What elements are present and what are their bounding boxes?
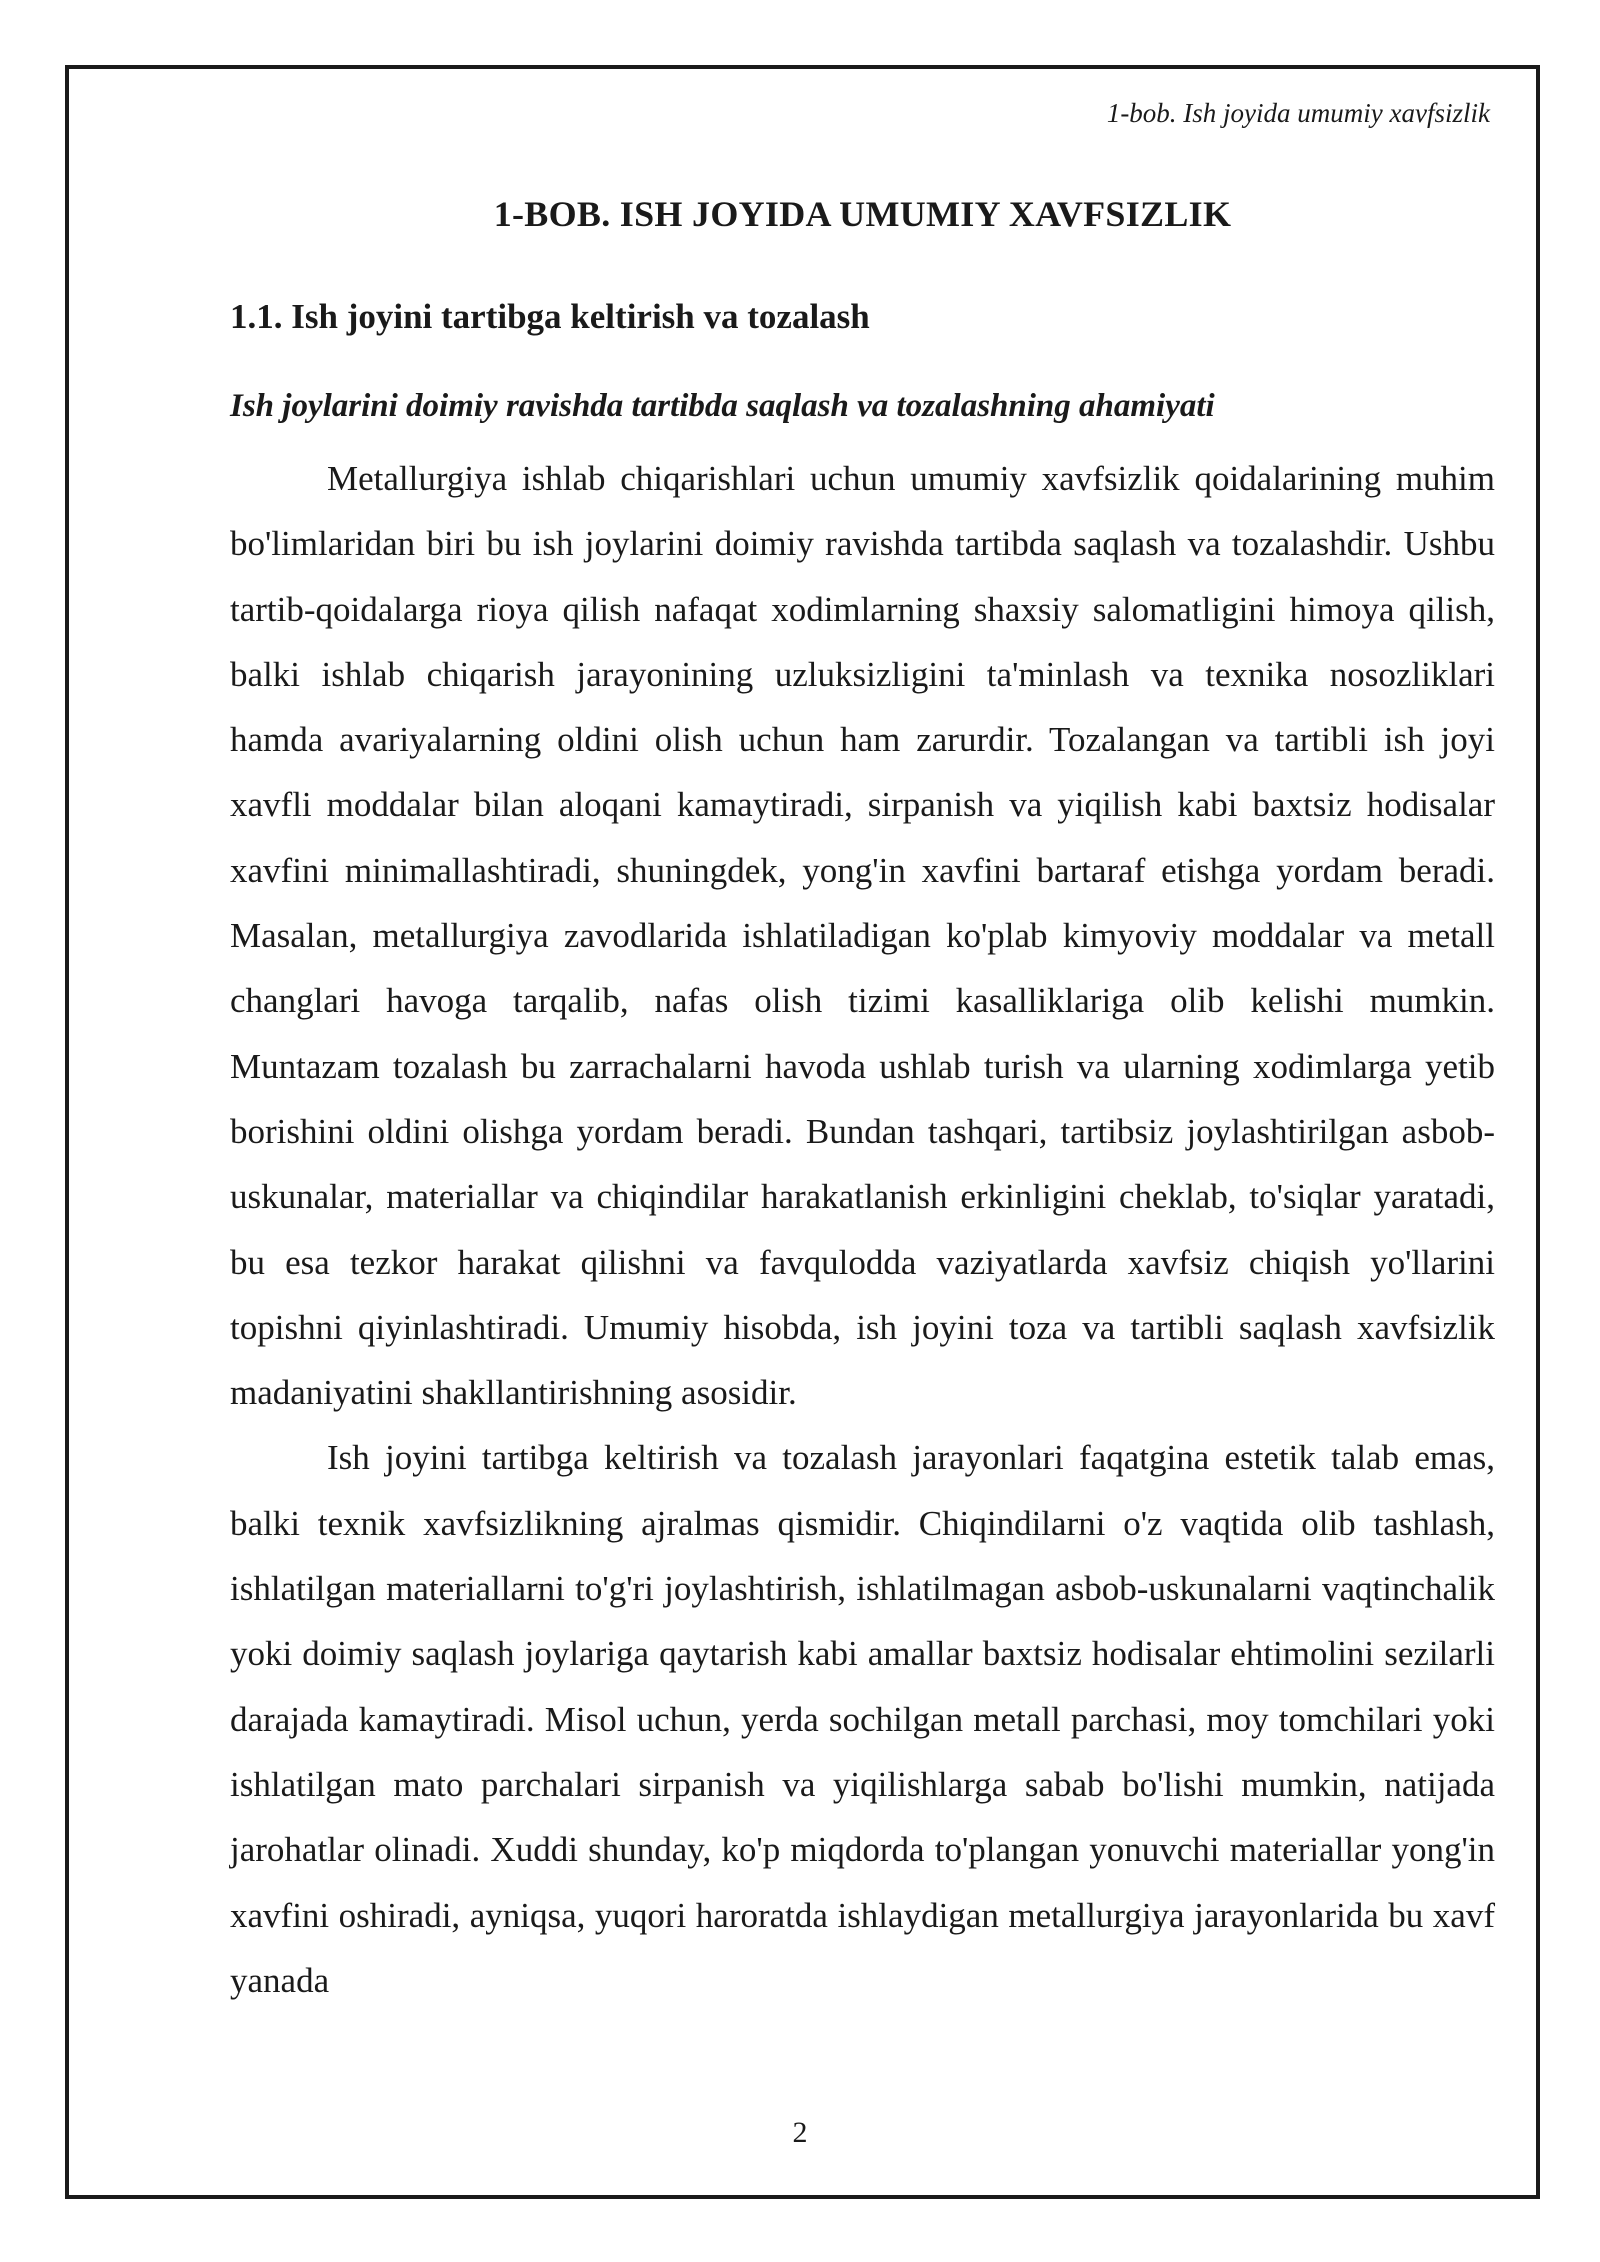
chapter-title: 1-BOB. ISH JOYIDA UMUMIY XAVFSIZLIK xyxy=(493,194,1232,234)
page-number: 2 xyxy=(792,2116,808,2149)
page-content xyxy=(230,180,1495,2013)
subsection-title: Ish joylarini doimiy ravishda tartibda saqlash va tozalashning ahamiyati xyxy=(230,388,1215,424)
body-paragraph: Ish joyini tartibga keltirish va tozalash jarayonlari faqatgina estetik talab emas, balki texnik xavfsizlikning ajralmas qismidir. Chiqindilarni o'z vaqtida olib tashlash, ishlatilgan materiallarni to'g'ri joylashtirish, ishlatilmagan asbob-uskunalarni vaqtinchalik yoki doimiy saqlash joylariga qaytarish kabi amallar baxtsiz hodisalar ehtimolini sezilarli darajada kamaytiradi. Misol uchun, yerda sochilgan metall parchasi, moy tomchilari yoki ishlatilgan mato parchalari sirpanish va yiqilishlarga sabab bo'lishi mumkin, natijada jarohatlar olinadi. Xuddi shunday, ko'p miqdorda to'plangan yonuvchi materiallar yong'in xavfini oshiradi, ayniqsa, yuqori haroratda ishlaydigan metallurgiya jarayonlarida bu xavf yanada xyxy=(230,1438,1495,2000)
body-paragraph: Metallurgiya ishlab chiqarishlari uchun umumiy xavfsizlik qoidalarining muhim bo'limlaridan biri bu ish joylarini doimiy ravishda tartibda saqlash va tozalashdir. Ushbu tartib-qoidalarga rioya qilish nafaqat xodimlarning shaxsiy salomatligini himoya qilish, balki ishlab chiqarish jarayonining uzluksizligini ta'minlash va texnika nosozliklari hamda avariyalarning oldini olish uchun ham zarurdir. Tozalangan va tartibli ish joyi xavfli moddalar bilan aloqani kamaytiradi, sirpanish va yiqilish kabi baxtsiz hodisalar xavfini minimallashtiradi, shuningdek, yong'in xavfini bartaraf etishga yordam beradi. Masalan, metallurgiya zavodlarida ishlatiladigan ko'plab kimyoviy moddalar va metall changlari havoga tarqalib, nafas olish tizimi kasalliklariga olib kelishi mumkin. Muntazam tozalash bu zarrachalarni havoda ushlab turish va ularning xodimlarga yetib borishini oldini olishga yordam beradi. Bundan tashqari, tartibsiz joylashtirilgan asbob-uskunalar, materiallar va chiqindilar harakatlanish erkinligini cheklab, to'siqlar yaratadi, bu esa tezkor harakat qilishni va favqulodda vaziyatlarda xavfsiz chiqish yo'llarini topishni qiyinlashtiradi. Umumiy hisobda, ish joyini toza va tartibli saqlash xavfsizlik madaniyatini shakllantirishning asosidir. xyxy=(230,459,1495,1413)
section-title: 1.1. Ish joyini tartibga keltirish va tozalash xyxy=(230,297,870,336)
running-header: 1-bob. Ish joyida umumiy xavfsizlik xyxy=(1106,98,1490,128)
